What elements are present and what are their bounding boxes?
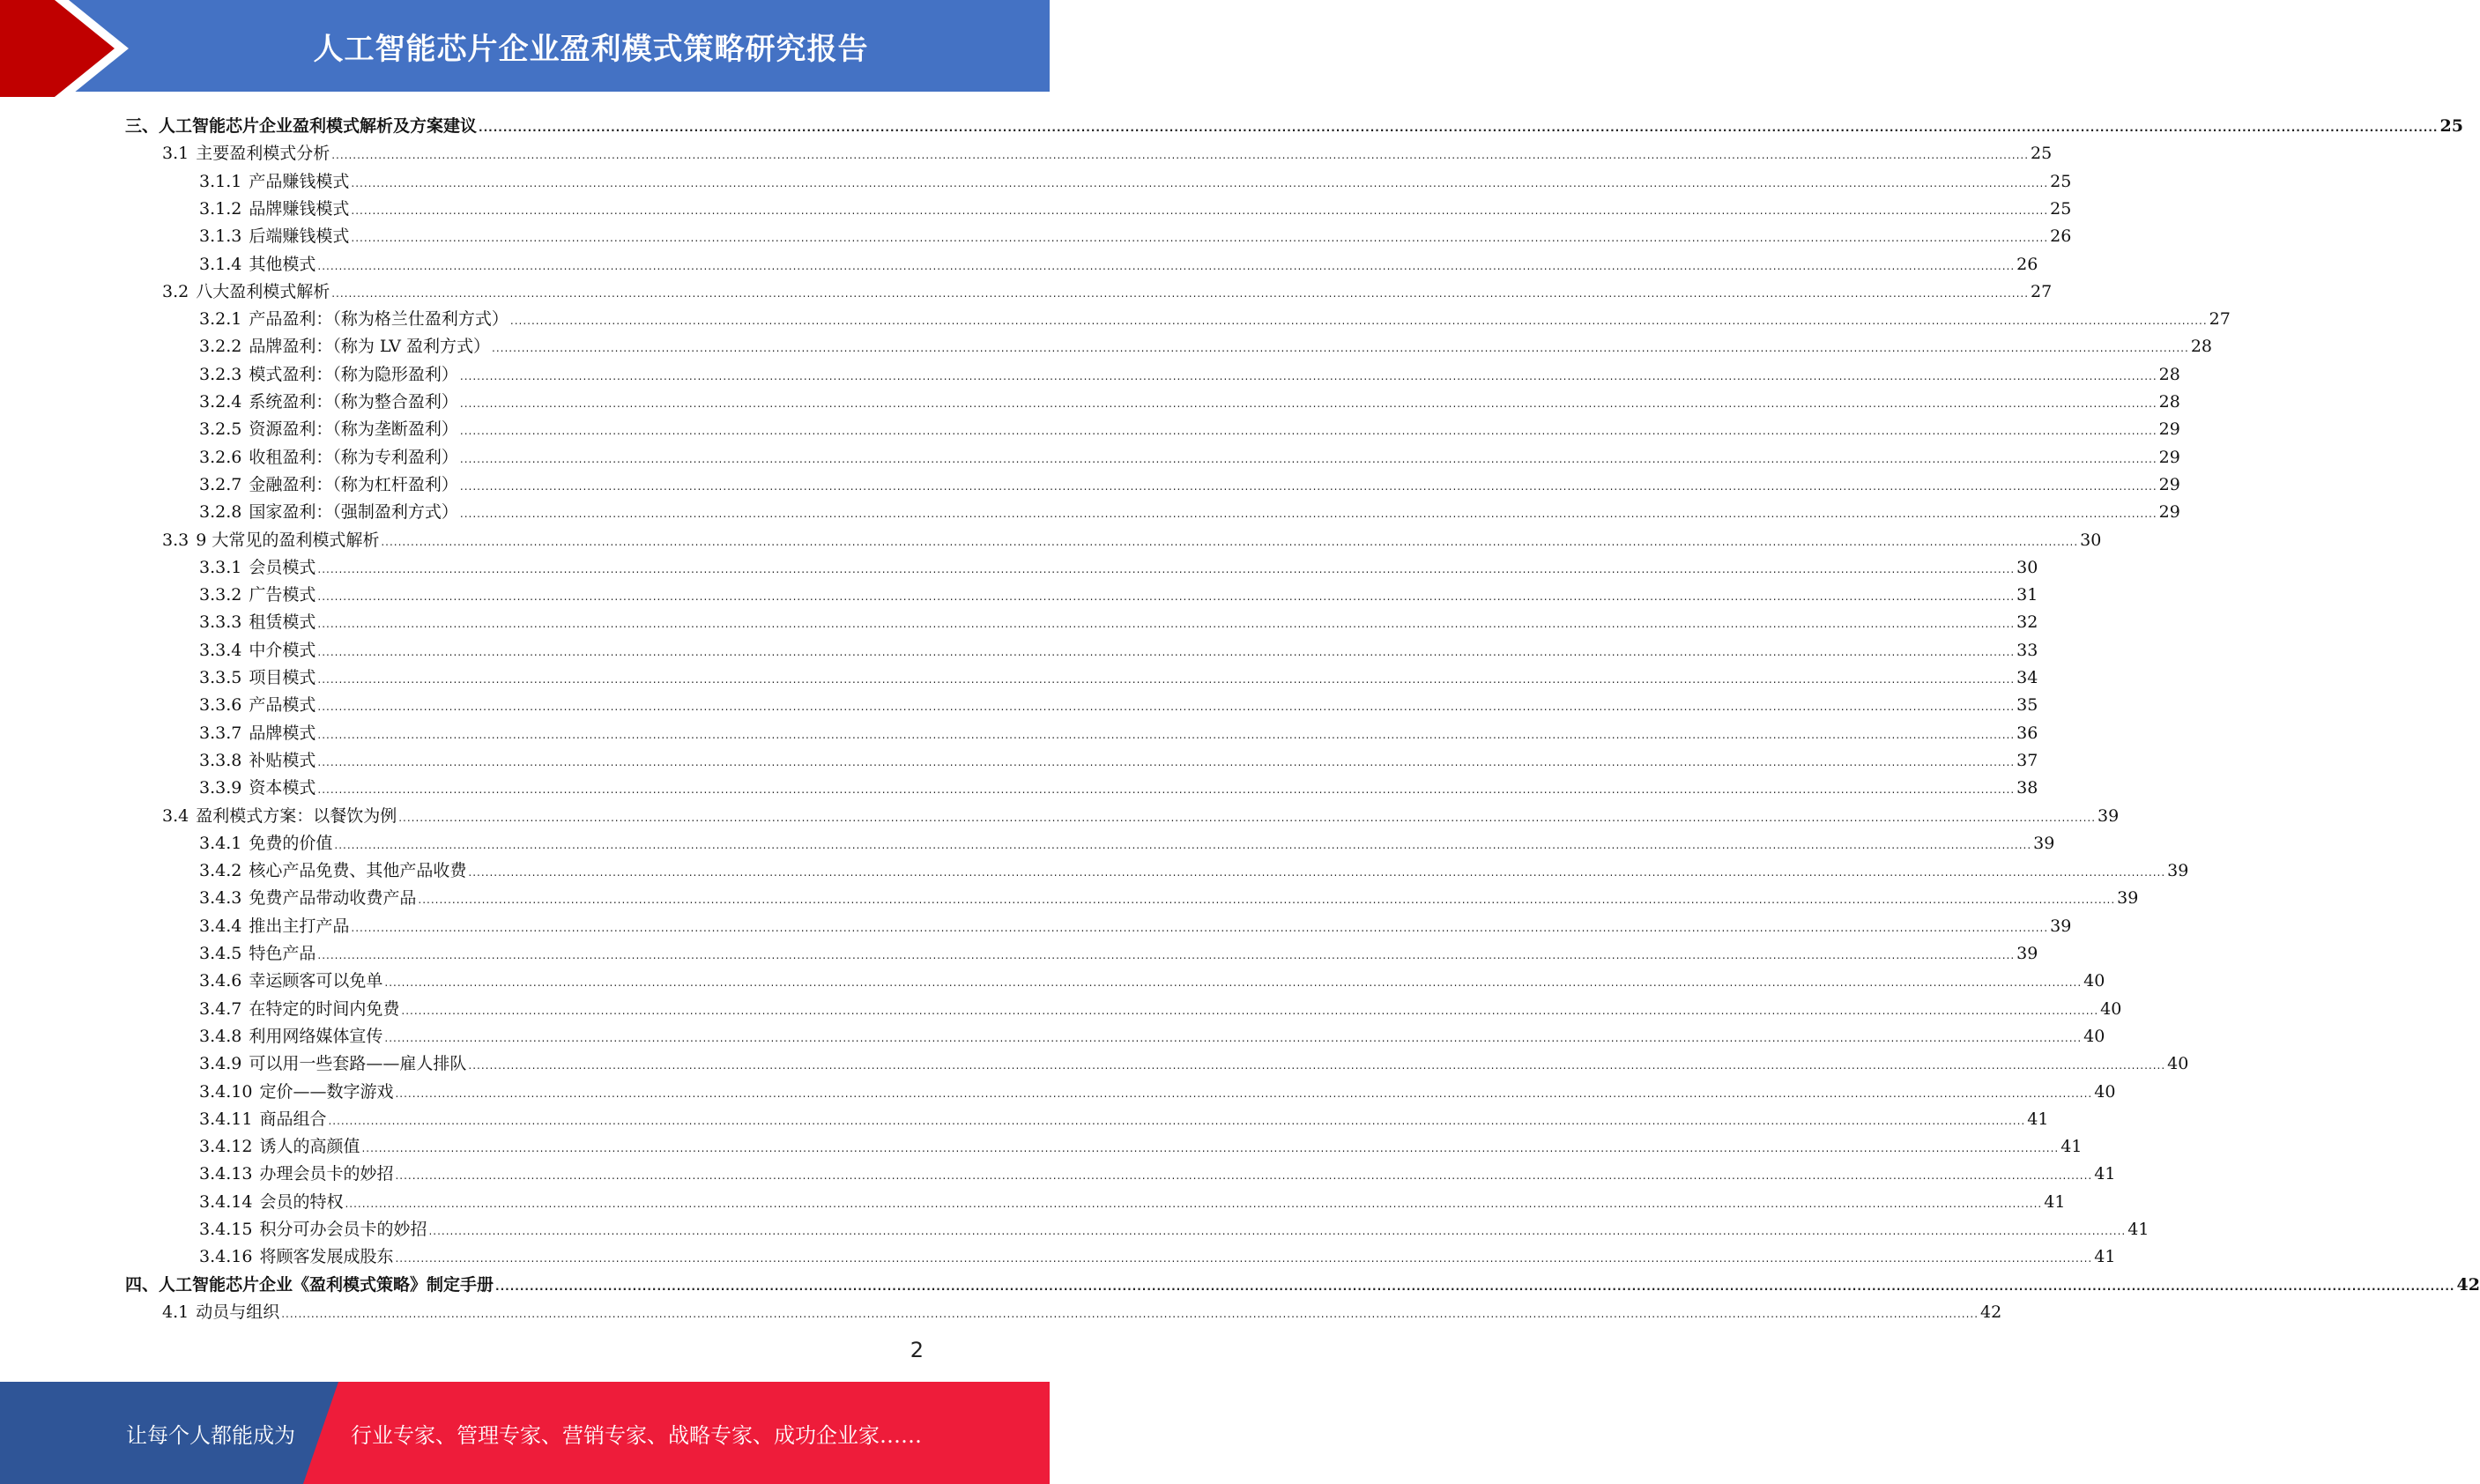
toc-entry[interactable] [199,223,2072,250]
toc-entry[interactable] [199,416,2180,443]
toc-entry[interactable] [199,885,2139,912]
toc-entry-page: 30 [2016,557,2038,577]
toc-leader-dots: ................................................................................................................................................................................................................................................................................................................................................................................................................ [418,894,2116,907]
toc-leader-dots: ................................................................................................................................................................................................................................................................................................................................................................................................................ [468,866,2166,879]
toc-entry-page: 30 [2080,530,2102,550]
toc-entry-page: 27 [2209,309,2231,330]
toc-entry-title: 产品盈利：（称为格兰仕盈利方式） [249,309,509,330]
toc-entry[interactable] [199,692,2038,719]
toc-leader-dots: ................................................................................................................................................................................................................................................................................................................................................................................................................ [317,259,2016,272]
toc-entry-page: 39 [2167,861,2189,881]
toc-entry-number: 3.2.5 [199,419,242,440]
toc-entry[interactable] [199,720,2038,747]
toc-entry-number: 3.4.7 [199,998,242,1019]
toc-leader-dots: ................................................................................................................................................................................................................................................................................................................................................................................................................ [459,397,2157,410]
toc-entry-page: 40 [2083,971,2105,991]
toc-entry-title: 品牌赚钱模式 [249,198,350,219]
toc-entry-page: 25 [2031,144,2053,164]
toc-entry-page: 35 [2016,695,2038,716]
toc-entry-title: 品牌盈利：（称为 LV 盈利方式） [249,337,491,357]
toc-leader-dots: ................................................................................................................................................................................................................................................................................................................................................................................................................ [334,838,2032,851]
toc-entry-number: 3.2.7 [199,474,242,494]
toc-entry-title: 人工智能芯片企业《盈利模式策略》制定手册 [159,1274,494,1295]
toc-leader-dots: ................................................................................................................................................................................................................................................................................................................................................................................................................ [479,122,2439,134]
toc-entry-title: 可以用一些套路——雇人排队 [249,1054,467,1074]
toc-entry[interactable] [125,1272,2480,1299]
toc-leader-dots: ................................................................................................................................................................................................................................................................................................................................................................................................................ [345,1197,2043,1210]
toc-leader-dots: ................................................................................................................................................................................................................................................................................................................................................................................................................ [384,976,2083,990]
toc-leader-dots: ................................................................................................................................................................................................................................................................................................................................................................................................................ [459,369,2157,382]
toc-entry-title: 金融盈利：（称为杠杆盈利） [249,474,458,494]
toc-entry-title: 诱人的高颜值 [259,1137,360,1157]
toc-entry[interactable] [199,857,2189,885]
toc-entry-number: 3.4.10 [199,1081,253,1102]
toc-entry-number: 3.3.9 [199,778,242,798]
toc-entry[interactable] [199,251,2038,278]
toc-entry[interactable] [199,333,2212,360]
toc-leader-dots: ................................................................................................................................................................................................................................................................................................................................................................................................................ [317,701,2016,714]
toc-entry-number: 3.4.4 [199,916,242,936]
toc-leader-dots: ................................................................................................................................................................................................................................................................................................................................................................................................................ [328,1114,2026,1127]
toc-entry-number: 3.4.5 [199,944,242,963]
toc-entry-title: 商品组合 [259,1109,327,1129]
toc-entry-title: 产品模式 [249,695,316,716]
toc-entry[interactable] [199,609,2038,636]
page-header [0,0,1050,97]
toc-entry[interactable] [199,1161,2116,1188]
toc-entry-page: 39 [2016,944,2038,963]
page-footer [0,1382,1050,1484]
toc-entry-title: 会员模式 [249,557,316,577]
toc-entry-number: 3.3 [162,530,189,550]
toc-entry[interactable] [199,968,2105,995]
toc-entry-title: 动员与组织 [196,1302,280,1322]
toc-entry[interactable] [162,527,2102,554]
toc-entry-page: 40 [2094,1081,2116,1102]
toc-entry-number: 3.1 [162,144,189,164]
toc-entry-title: 幸运顾客可以免单 [249,971,383,991]
toc-entry-number: 3.1.3 [199,226,242,247]
toc-entry-title: 收租盈利：（称为专利盈利） [249,447,458,467]
toc-entry-page: 26 [2016,254,2038,274]
toc-entry-title: 八大盈利模式解析 [196,281,330,301]
toc-entry-number: 3.2.2 [199,337,242,357]
toc-entry-page: 29 [2158,474,2180,494]
toc-entry-number: 3.3.4 [199,640,242,660]
toc-entry-page: 33 [2016,640,2038,660]
toc-entry-title: 中介模式 [249,640,316,660]
toc-entry-title: 补贴模式 [249,750,316,770]
toc-entry-number: 3.4.13 [199,1164,253,1184]
toc-entry-page: 28 [2158,392,2180,412]
toc-leader-dots: ................................................................................................................................................................................................................................................................................................................................................................................................................ [317,783,2016,797]
toc-entry-title: 办理会员卡的妙招 [259,1164,394,1184]
toc-entry[interactable] [199,1133,2083,1161]
toc-leader-dots: ................................................................................................................................................................................................................................................................................................................................................................................................................ [351,204,2049,217]
toc-entry-page: 37 [2016,750,2038,770]
toc-entry-number: 3.1.4 [199,254,242,274]
page-number: 2 [910,1338,924,1362]
toc-entry-number: 3.1.2 [199,198,242,219]
toc-entry[interactable] [199,637,2038,664]
toc-entry-page: 28 [2158,364,2180,384]
toc-entry[interactable] [199,996,2122,1023]
toc-entry-title: 系统盈利：（称为整合盈利） [249,392,458,412]
toc-leader-dots: ................................................................................................................................................................................................................................................................................................................................................................................................................ [468,1059,2166,1072]
toc-entry-number: 3.3.5 [199,668,242,687]
toc-entry-number: 3.4.12 [199,1137,253,1157]
toc-entry-page: 36 [2016,723,2038,743]
toc-leader-dots: ................................................................................................................................................................................................................................................................................................................................................................................................................ [351,232,2049,245]
toc-entry-page: 25 [2050,198,2072,219]
toc-entry-number: 3.2.4 [199,392,242,412]
toc-leader-dots: ................................................................................................................................................................................................................................................................................................................................................................................................................ [459,508,2157,521]
toc-entry[interactable] [199,499,2180,526]
toc-leader-dots: ................................................................................................................................................................................................................................................................................................................................................................................................................ [317,673,2016,686]
toc-entry-page: 29 [2158,502,2180,523]
toc-entry-title: 免费的价值 [249,833,333,853]
toc-entry-number: 3.2.8 [199,502,242,523]
toc-entry[interactable] [199,664,2038,692]
toc-entry[interactable] [199,913,2072,940]
toc-entry-title: 盈利模式方案：以餐饮为例 [196,805,397,826]
toc-entry-number: 3.4 [162,805,189,826]
toc-entry[interactable] [199,1079,2116,1106]
toc-leader-dots: ................................................................................................................................................................................................................................................................................................................................................................................................................ [317,949,2016,961]
toc-entry-number: 3.4.3 [199,888,242,909]
toc-entry-page: 38 [2016,778,2038,798]
toc-entry-number: 四、 [125,1274,160,1295]
toc-entry-page: 41 [2044,1191,2066,1212]
toc-entry[interactable] [199,444,2180,471]
toc-entry[interactable] [199,1106,2049,1133]
toc-entry[interactable] [199,1216,2150,1243]
toc-entry-title: 定价——数字游戏 [259,1081,394,1102]
toc-entry[interactable] [199,1189,2066,1216]
toc-entry-page: 29 [2158,447,2180,467]
toc-entry-title: 后端赚钱模式 [249,226,350,247]
toc-entry-title: 项目模式 [249,668,316,687]
toc-entry-title: 在特定的时间内免费 [249,998,400,1019]
toc-entry-number: 3.3.2 [199,585,242,605]
toc-entry-page: 41 [2094,1247,2116,1267]
toc-leader-dots: ................................................................................................................................................................................................................................................................................................................................................................................................................ [509,315,2208,328]
toc-entry[interactable] [199,306,2231,333]
toc-entry-number: 3.1.1 [199,171,242,191]
toc-entry-title: 积分可办会员卡的妙招 [259,1220,427,1239]
toc-leader-dots: ................................................................................................................................................................................................................................................................................................................................................................................................................ [317,590,2016,604]
toc-entry-page: 42 [1980,1302,2002,1322]
toc-leader-dots: ................................................................................................................................................................................................................................................................................................................................................................................................................ [492,342,2189,355]
toc-leader-dots: ................................................................................................................................................................................................................................................................................................................................................................................................................ [317,645,2016,658]
toc-entry-page: 42 [2456,1274,2480,1295]
toc-entry-title: 广告模式 [249,585,316,605]
toc-entry[interactable] [199,1050,2189,1078]
toc-entry[interactable] [162,140,2053,167]
toc-entry[interactable] [199,582,2038,609]
toc-entry-number: 3.4.14 [199,1191,253,1212]
toc-entry-number: 3.2.6 [199,447,242,467]
toc-entry-number: 3.4.15 [199,1220,253,1239]
toc-leader-dots: ................................................................................................................................................................................................................................................................................................................................................................................................................ [459,425,2157,438]
toc-entry-page: 28 [2190,337,2212,357]
toc-entry-title: 将顾客发展成股东 [259,1247,394,1267]
toc-entry[interactable] [199,168,2072,196]
toc-entry[interactable] [125,113,2463,140]
toc-entry-title: 资本模式 [249,778,316,798]
footer-slogan-right: 行业专家、管理专家、营销专家、战略专家、成功企业家…… [351,1422,922,1448]
toc-entry-number: 3.4.1 [199,833,242,853]
toc-entry-title: 资源盈利：（称为垄断盈利） [249,419,458,440]
toc-entry[interactable] [199,1243,2116,1271]
toc-entry[interactable] [199,471,2180,499]
toc-entry-number: 3.3.7 [199,723,242,743]
toc-leader-dots: ................................................................................................................................................................................................................................................................................................................................................................................................................ [395,1252,2093,1265]
toc-leader-dots: ................................................................................................................................................................................................................................................................................................................................................................................................................ [384,1031,2083,1044]
toc-leader-dots: ................................................................................................................................................................................................................................................................................................................................................................................................................ [428,1225,2127,1237]
toc-entry-number: 3.3.1 [199,557,242,577]
toc-entry-title: 会员的特权 [259,1191,344,1212]
toc-entry-page: 32 [2016,612,2038,633]
toc-entry-page: 39 [2050,916,2072,936]
toc-entry-number: 4.1 [162,1302,189,1322]
toc-entry-number: 3.3.6 [199,695,242,716]
toc-entry[interactable] [199,361,2180,389]
toc-entry-number: 3.3.3 [199,612,242,633]
toc-entry-number: 3.4.8 [199,1026,242,1046]
toc-leader-dots: ................................................................................................................................................................................................................................................................................................................................................................................................................ [317,728,2016,741]
toc-leader-dots: ................................................................................................................................................................................................................................................................................................................................................................................................................ [495,1280,2455,1293]
toc-entry[interactable] [199,389,2180,416]
toc-entry-number: 3.4.6 [199,971,242,991]
toc-entry-title: 人工智能芯片企业盈利模式解析及方案建议 [159,116,478,136]
toc-leader-dots: ................................................................................................................................................................................................................................................................................................................................................................................................................ [317,755,2016,768]
toc-entry-title: 品牌模式 [249,723,316,743]
toc-leader-dots: ................................................................................................................................................................................................................................................................................................................................................................................................................ [317,618,2016,631]
toc-leader-dots: ................................................................................................................................................................................................................................................................................................................................................................................................................ [401,1004,2099,1017]
toc-leader-dots: ................................................................................................................................................................................................................................................................................................................................................................................................................ [317,562,2016,575]
toc-entry-page: 41 [2060,1137,2083,1157]
toc-leader-dots: ................................................................................................................................................................................................................................................................................................................................................................................................................ [331,149,2030,162]
toc-entry[interactable] [199,940,2038,968]
toc-entry-title: 特色产品 [249,944,316,963]
toc-entry-number: 3.3.8 [199,750,242,770]
toc-entry-page: 40 [2100,998,2122,1019]
toc-entry[interactable] [199,775,2038,802]
toc-entry-number: 3.4.2 [199,861,242,881]
toc-leader-dots: ................................................................................................................................................................................................................................................................................................................................................................................................................ [351,176,2049,189]
toc-entry-number: 3.4.9 [199,1054,242,1074]
footer-slogan-left: 让每个人都能成为 [126,1422,295,1448]
document-title: 人工智能芯片企业盈利模式策略研究报告 [313,31,869,67]
toc-entry-page: 40 [2083,1026,2105,1046]
toc-leader-dots: ................................................................................................................................................................................................................................................................................................................................................................................................................ [381,535,2079,548]
toc-entry[interactable] [199,1023,2105,1050]
toc-leader-dots: ................................................................................................................................................................................................................................................................................................................................................................................................................ [459,479,2157,493]
toc-entry-title: 其他模式 [249,254,316,274]
toc-entry-number: 3.2 [162,281,189,301]
toc-entry-page: 41 [2127,1220,2150,1239]
toc-entry[interactable] [162,278,2053,306]
toc-leader-dots: ................................................................................................................................................................................................................................................................................................................................................................................................................ [351,921,2049,934]
toc-leader-dots: ................................................................................................................................................................................................................................................................................................................................................................................................................ [331,286,2030,300]
toc-entry-title: 9 大常见的盈利模式解析 [196,530,380,550]
toc-entry-number: 三、 [125,116,160,136]
toc-entry[interactable] [199,830,2055,857]
toc-leader-dots: ................................................................................................................................................................................................................................................................................................................................................................................................................ [395,1087,2093,1100]
toc-leader-dots: ................................................................................................................................................................................................................................................................................................................................................................................................................ [281,1307,1979,1320]
toc-entry-page: 41 [2094,1164,2116,1184]
toc-entry-title: 利用网络媒体宣传 [249,1026,383,1046]
toc-entry[interactable] [162,803,2120,830]
toc-entry-page: 26 [2050,226,2072,247]
toc-entry-page: 41 [2027,1109,2049,1129]
toc-entry-number: 3.2.1 [199,309,242,330]
toc-entry-page: 39 [2117,888,2139,909]
toc-entry-title: 租赁模式 [249,612,316,633]
toc-entry-page: 31 [2016,585,2038,605]
toc-leader-dots: ................................................................................................................................................................................................................................................................................................................................................................................................................ [361,1142,2060,1155]
toc-entry-title: 免费产品带动收费产品 [249,888,417,909]
toc-entry[interactable] [199,747,2038,775]
toc-entry-number: 3.4.11 [199,1109,253,1129]
toc-entry-title: 国家盈利：（强制盈利方式） [249,502,458,523]
toc-entry-page: 27 [2031,281,2053,301]
toc-entry-title: 产品赚钱模式 [249,171,350,191]
toc-entry-page: 40 [2167,1054,2189,1074]
toc-leader-dots: ................................................................................................................................................................................................................................................................................................................................................................................................................ [395,1169,2093,1183]
toc-entry-page: 39 [2033,833,2055,853]
toc-entry-page: 29 [2158,419,2180,440]
toc-entry[interactable] [199,196,2072,223]
toc-entry-title: 模式盈利：（称为隐形盈利） [249,364,458,384]
toc-entry-title: 主要盈利模式分析 [196,144,330,164]
toc-leader-dots: ................................................................................................................................................................................................................................................................................................................................................................................................................ [398,811,2097,824]
toc-entry-title: 核心产品免费、其他产品收费 [249,861,467,881]
toc-entry-page: 25 [2439,116,2463,136]
toc-entry-title: 推出主打产品 [249,916,350,936]
toc-leader-dots: ................................................................................................................................................................................................................................................................................................................................................................................................................ [459,452,2157,465]
toc-entry[interactable] [199,554,2038,582]
toc-entry-page: 34 [2016,668,2038,687]
toc-entry[interactable] [162,1299,2002,1326]
toc-entry-page: 39 [2098,805,2120,826]
toc-entry-number: 3.2.3 [199,364,242,384]
toc-entry-page: 25 [2050,171,2072,191]
toc-entry-number: 3.4.16 [199,1247,253,1267]
